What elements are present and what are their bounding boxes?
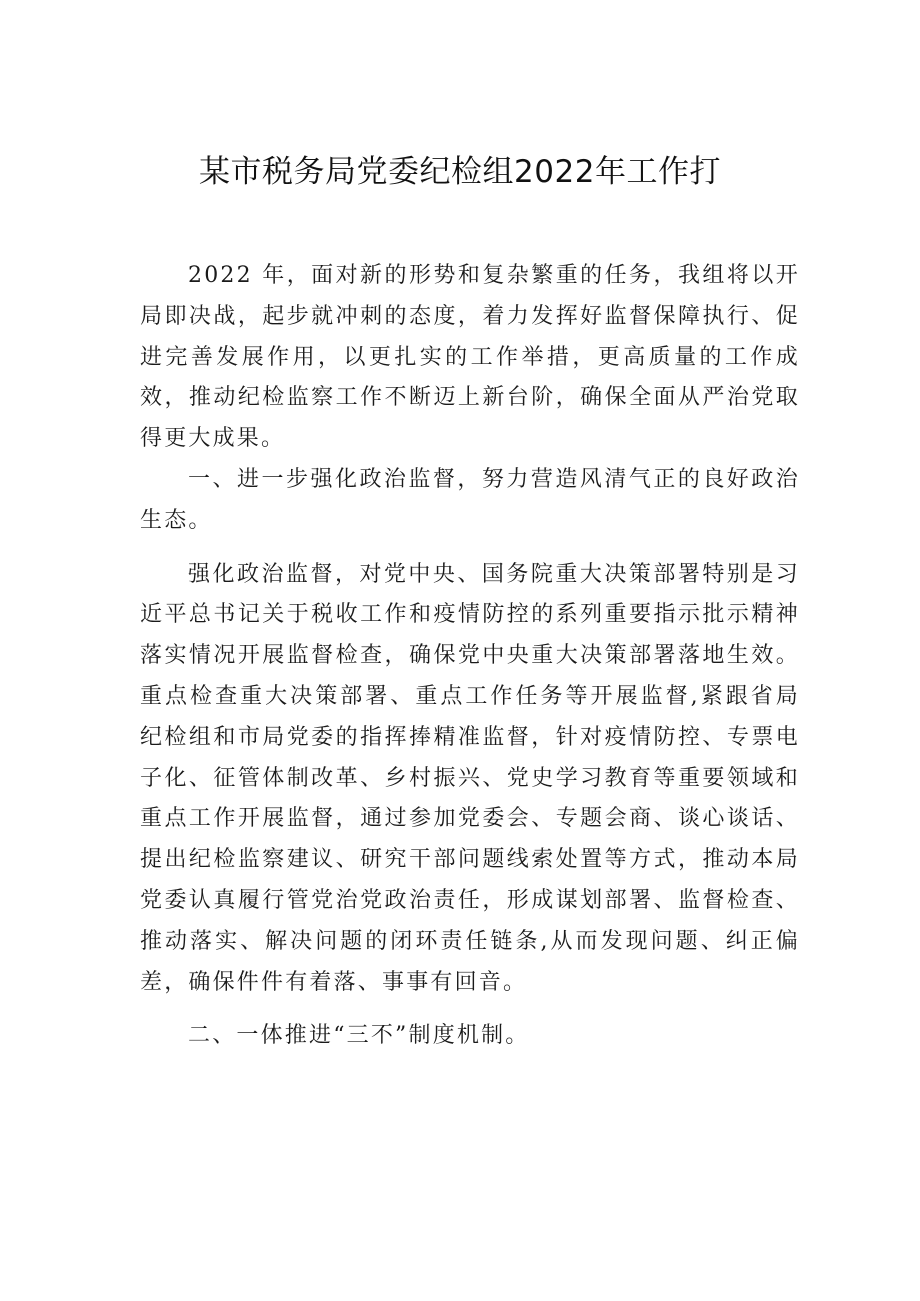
paragraph-intro: 2022 年，面对新的形势和复杂繁重的任务，我组将以开局即决战，起步就冲刺的态度，着力发挥好监督保障执行、促进完善发展作用，以更扎实的工作举措，更高质量的工作成效，推动纪检监察工作不断迈上新台阶，确保全面从严治党取得更大成果。 <box>140 263 800 452</box>
document-body <box>140 256 800 1057</box>
section-heading-1: 一、进一步强化政治监督，努力营造风清气正的良好政治生态。 <box>140 466 800 533</box>
paragraph-political-supervision: 强化政治监督，对党中央、国务院重大决策部署特别是习近平总书记关于税收工作和疫情防控的系列重要指示批示精神落实情况开展监督检查，确保党中央重大决策部署落地生效。重点检查重大决策部署、重点工作任务等开展监督,紧跟省局纪检组和市局党委的指挥捧精准监督，针对疫情防控、专票电子化、征管体制改革、乡村振兴、党史学习教育等重要领域和重点工作开展监督，通过参加党委会、专题会商、谈心谈话、提出纪检监察建议、研究干部问题线索处置等方式，推动本局党委认真履行管党治党政治责任，形成谋划部署、监督检查、推动落实、解决问题的闭环责任链条,从而发现问题、纠正偏差，确保件件有着落、事事有回音。 <box>140 561 800 995</box>
section-heading-2: 二、一体推进“三不”制度机制。 <box>188 1023 530 1049</box>
document-title: 某市税务局党委纪检组2022年工作打 <box>199 154 721 190</box>
